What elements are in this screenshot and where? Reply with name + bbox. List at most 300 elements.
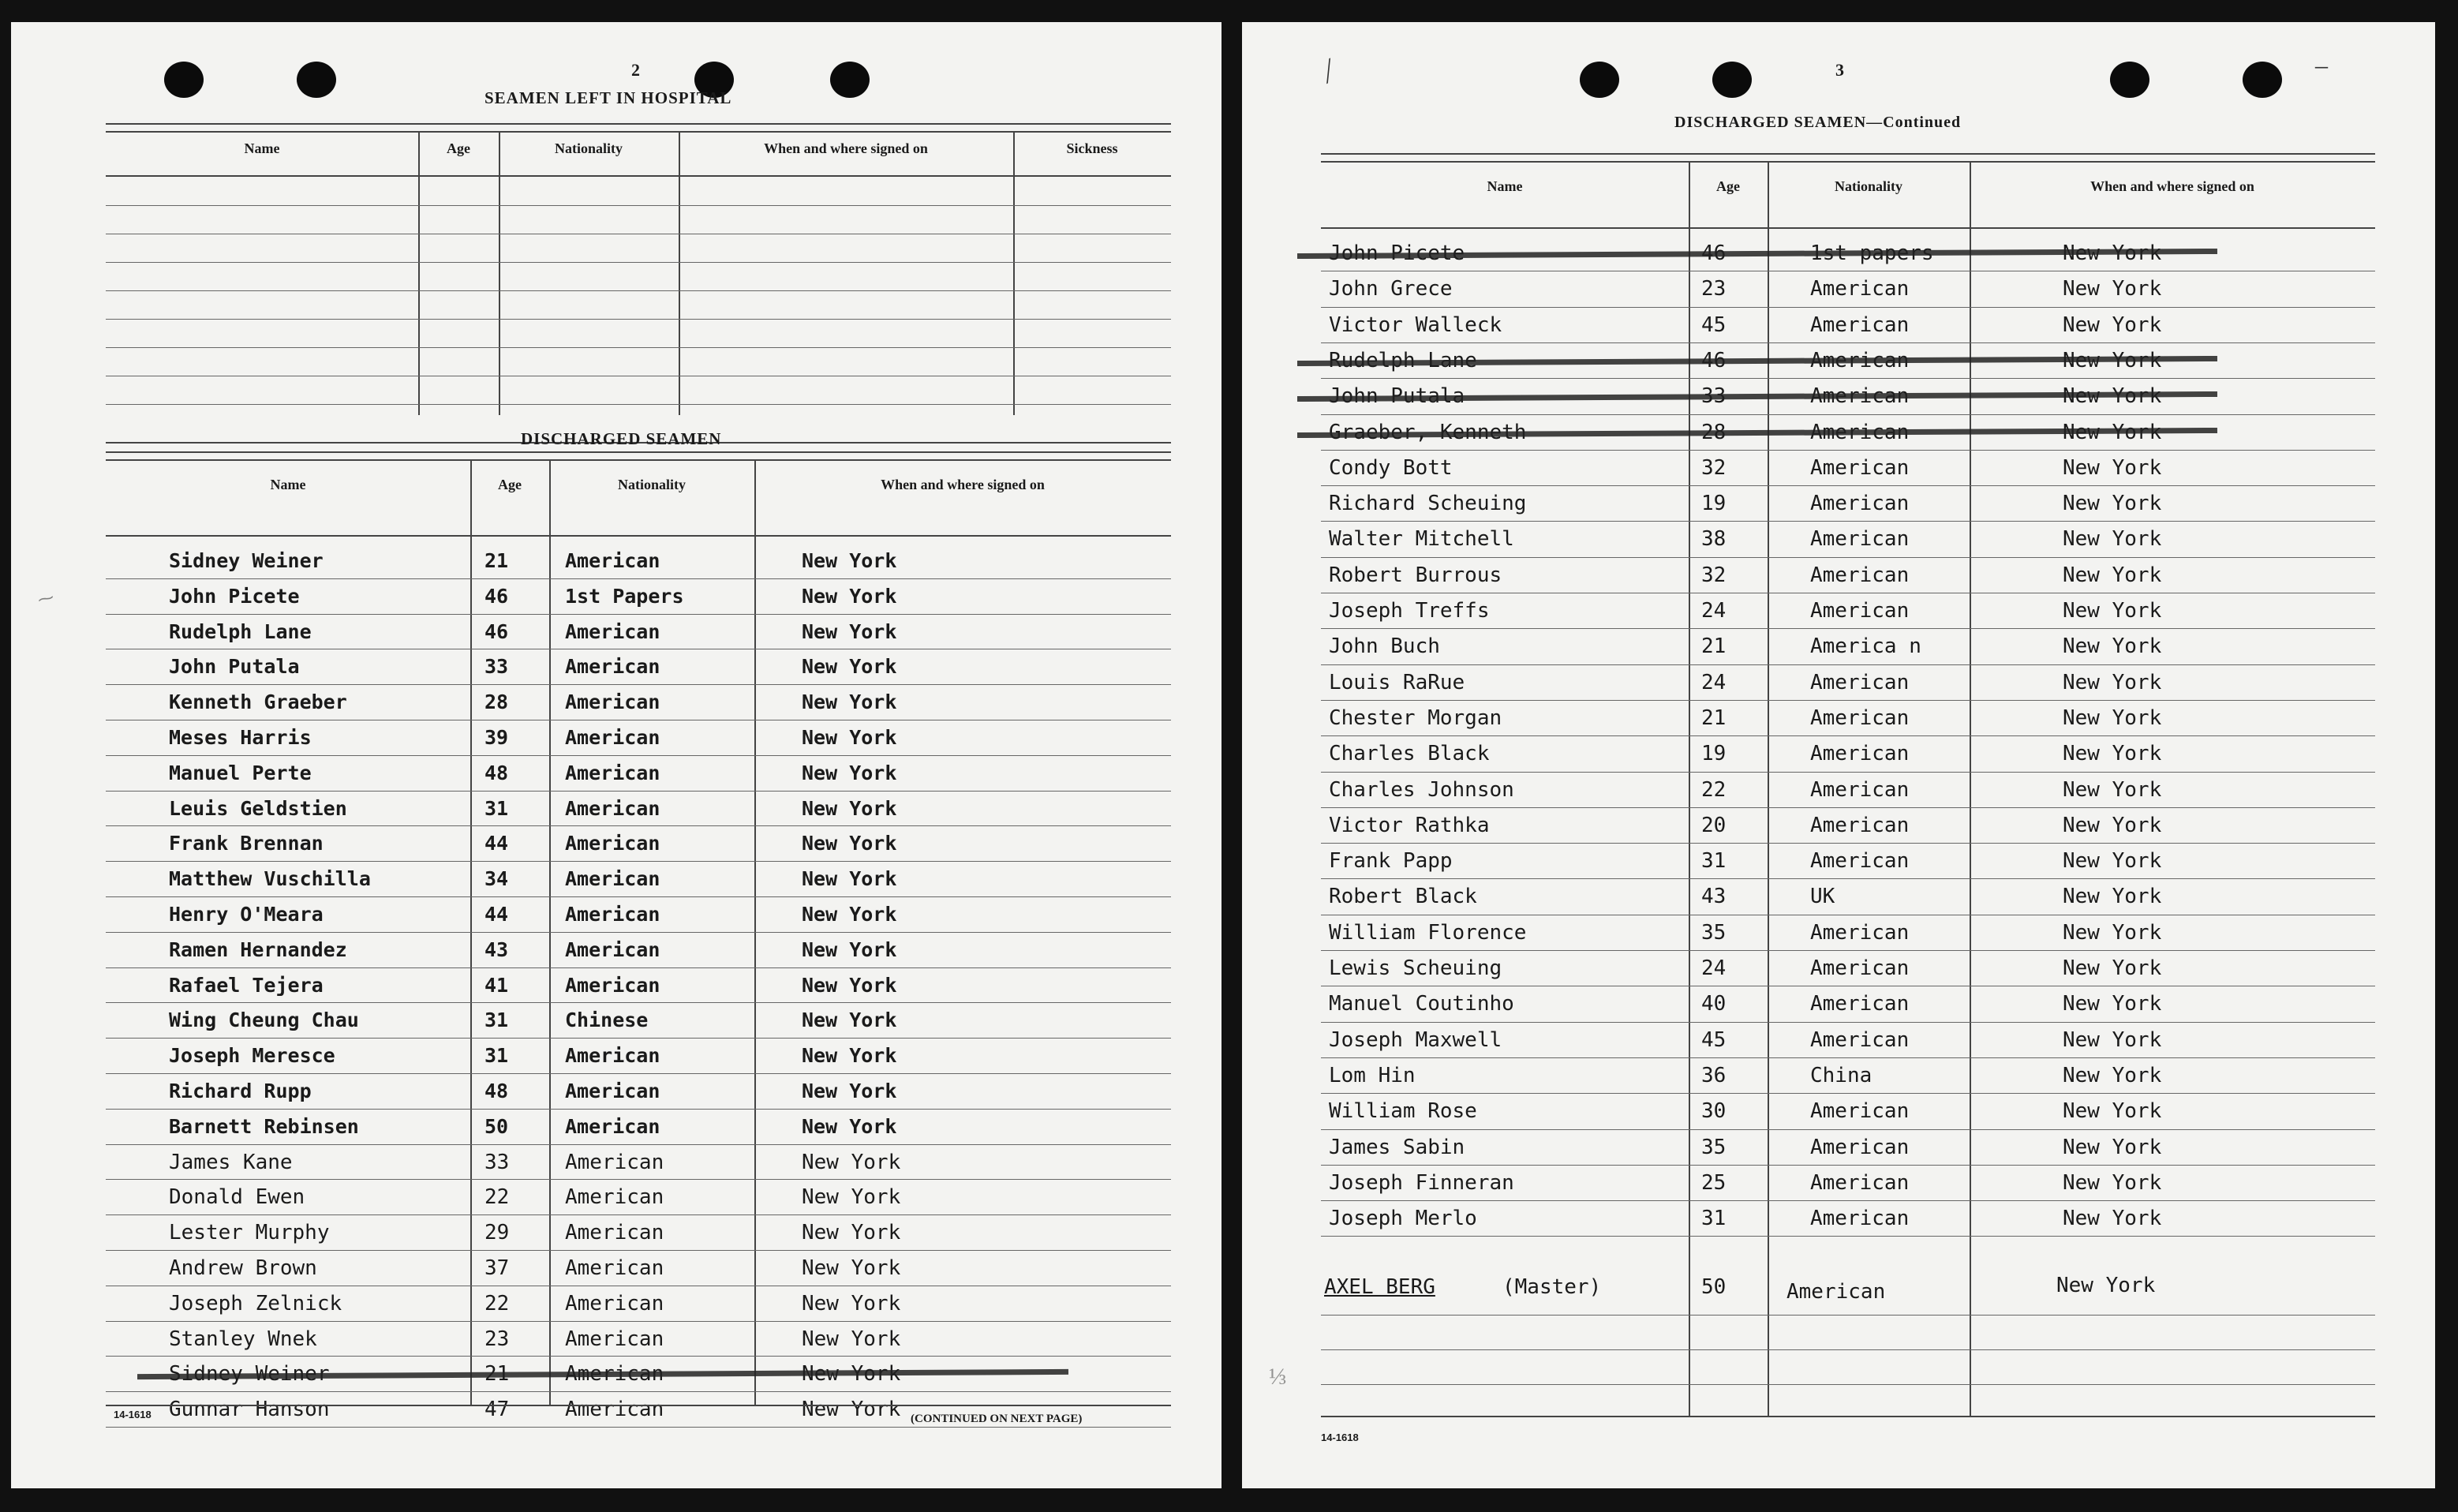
punch-hole bbox=[2243, 62, 2282, 98]
margin-annotation: ⅓ bbox=[1269, 1364, 1287, 1390]
signed-on-place: New York bbox=[802, 761, 897, 784]
row-line bbox=[106, 1250, 1171, 1251]
seaman-age: 40 bbox=[1701, 992, 1727, 1016]
row-line bbox=[1321, 807, 2375, 808]
punch-hole bbox=[1580, 62, 1619, 98]
seaman-name: Joseph Meresce bbox=[169, 1044, 335, 1068]
signed-on-place: New York bbox=[2063, 742, 2162, 766]
seaman-nationality: American bbox=[565, 1398, 664, 1422]
blank-row-line bbox=[1321, 1315, 2375, 1316]
seaman-name: John Buch bbox=[1329, 634, 1440, 659]
seaman-age: 22 bbox=[484, 1185, 510, 1210]
column-divider bbox=[1970, 161, 1971, 1416]
seaman-age: 32 bbox=[1701, 563, 1727, 587]
row-line bbox=[1321, 557, 2375, 558]
signed-on-place: New York bbox=[802, 938, 897, 961]
row-line bbox=[1321, 485, 2375, 486]
row-line bbox=[1321, 450, 2375, 451]
row-line bbox=[1321, 843, 2375, 844]
blank-row-line bbox=[106, 319, 1171, 320]
signed-on-place: New York bbox=[2063, 849, 2162, 874]
signed-on-place: New York bbox=[2063, 920, 2162, 945]
seaman-age: 45 bbox=[1701, 1027, 1727, 1052]
seaman-nationality: American bbox=[1810, 813, 1910, 837]
seaman-nationality: UK bbox=[1810, 885, 1835, 909]
row-line bbox=[106, 755, 1171, 756]
table-rule bbox=[106, 451, 1171, 453]
seaman-nationality: American bbox=[565, 832, 660, 855]
row-line bbox=[1321, 664, 2375, 665]
seaman-age: 34 bbox=[484, 867, 509, 891]
seaman-age: 46 bbox=[484, 584, 509, 608]
table-rule bbox=[1321, 227, 2375, 229]
seaman-age: 20 bbox=[1701, 813, 1727, 837]
seaman-nationality: American bbox=[1810, 313, 1910, 337]
blank-row-line bbox=[106, 205, 1171, 206]
row-line bbox=[106, 967, 1171, 968]
seaman-age: 36 bbox=[1701, 1063, 1727, 1087]
seaman-name: Kenneth Graeber bbox=[169, 691, 347, 714]
seaman-name: Lom Hin bbox=[1329, 1063, 1416, 1087]
seaman-nationality: American bbox=[565, 1114, 660, 1138]
seaman-name: Richard Rupp bbox=[169, 1080, 312, 1102]
seaman-nationality: American bbox=[1810, 849, 1910, 874]
row-line bbox=[1321, 414, 2375, 415]
seaman-nationality: American bbox=[565, 1221, 664, 1245]
seaman-name: William Florence bbox=[1329, 920, 1527, 945]
master-name: AXEL BERG bbox=[1324, 1275, 1435, 1299]
table-rule bbox=[106, 175, 1171, 177]
signed-on-place: New York bbox=[802, 796, 897, 820]
signed-on-place: New York bbox=[2063, 527, 2162, 552]
seaman-nationality: American bbox=[1810, 920, 1910, 945]
pen-mark: ⁄ bbox=[1317, 54, 1340, 88]
page-number: 3 bbox=[1835, 60, 1844, 80]
seaman-nationality: American bbox=[1810, 777, 1910, 802]
hospital-section-title: SEAMEN LEFT IN HOSPITAL bbox=[484, 88, 732, 107]
seaman-age: 33 bbox=[484, 1150, 510, 1174]
left-page bbox=[11, 22, 1222, 1488]
seaman-age: 33 bbox=[484, 655, 509, 679]
table-rule bbox=[106, 535, 1171, 537]
column-divider bbox=[499, 131, 500, 415]
seaman-age: 21 bbox=[484, 549, 509, 572]
column-divider bbox=[418, 131, 420, 415]
seaman-name: Lewis Scheuing bbox=[1329, 956, 1502, 980]
row-line bbox=[106, 932, 1171, 933]
seaman-age: 23 bbox=[484, 1327, 510, 1351]
row-line bbox=[1321, 735, 2375, 736]
column-divider bbox=[679, 131, 680, 415]
page-number: 2 bbox=[631, 60, 640, 80]
blank-row-line bbox=[106, 290, 1171, 291]
row-line bbox=[106, 861, 1171, 862]
seaman-nationality: American bbox=[565, 903, 660, 926]
seaman-name: Leuis Geldstien bbox=[169, 796, 347, 820]
seaman-nationality: American bbox=[565, 938, 660, 961]
table-rule bbox=[106, 123, 1171, 125]
column-divider bbox=[1689, 161, 1690, 1416]
seaman-nationality: American bbox=[1810, 1099, 1910, 1124]
signed-on-place: New York bbox=[802, 1080, 897, 1102]
seaman-nationality: American bbox=[565, 549, 660, 572]
table-rule bbox=[1321, 161, 2375, 163]
signed-on-place: New York bbox=[2063, 313, 2162, 337]
seaman-age: 31 bbox=[1701, 849, 1727, 874]
seaman-name: Manuel Perte bbox=[169, 761, 312, 784]
seaman-name: Walter Mitchell bbox=[1329, 527, 1514, 552]
seaman-age: 44 bbox=[484, 832, 509, 855]
form-number: 14-1618 bbox=[114, 1409, 152, 1420]
signed-on-place: New York bbox=[802, 726, 897, 749]
seaman-name: John Putala bbox=[169, 655, 300, 679]
blank-row-line bbox=[106, 404, 1171, 405]
master-age: 50 bbox=[1701, 1275, 1727, 1299]
seaman-age: 24 bbox=[1701, 956, 1727, 980]
row-line bbox=[106, 1179, 1171, 1180]
seaman-nationality: American bbox=[1810, 455, 1910, 480]
seaman-name: Andrew Brown bbox=[169, 1256, 317, 1280]
seaman-nationality: American bbox=[1810, 705, 1910, 730]
signed-on-place: New York bbox=[802, 549, 897, 572]
seaman-nationality: American bbox=[1810, 527, 1910, 552]
signed-on-place: New York bbox=[802, 1291, 901, 1316]
column-header: Nationality bbox=[554, 140, 623, 156]
column-header: Age bbox=[498, 477, 522, 492]
seaman-name: William Rose bbox=[1329, 1099, 1477, 1124]
seaman-name: Matthew Vuschilla bbox=[169, 867, 371, 891]
form-number: 14-1618 bbox=[1321, 1432, 1359, 1443]
seaman-name: Henry O'Meara bbox=[169, 903, 324, 926]
row-line bbox=[1321, 378, 2375, 379]
signed-on-place: New York bbox=[802, 619, 897, 643]
seaman-nationality: American bbox=[565, 1256, 664, 1280]
seaman-name: Barnett Rebinsen bbox=[169, 1114, 359, 1138]
seaman-age: 50 bbox=[484, 1114, 509, 1138]
seaman-nationality: American bbox=[1810, 1027, 1910, 1052]
seaman-age: 47 bbox=[484, 1398, 510, 1422]
seaman-nationality: American bbox=[565, 1044, 660, 1068]
seaman-name: Lester Murphy bbox=[169, 1221, 330, 1245]
seaman-nationality: American bbox=[565, 796, 660, 820]
seaman-age: 37 bbox=[484, 1256, 510, 1280]
seaman-name: Chester Morgan bbox=[1329, 705, 1502, 730]
row-line bbox=[1321, 1200, 2375, 1201]
seaman-name: Joseph Maxwell bbox=[1329, 1027, 1502, 1052]
blank-row-line bbox=[1321, 1349, 2375, 1350]
seaman-age: 31 bbox=[484, 1009, 509, 1032]
column-header: Age bbox=[1716, 178, 1740, 194]
signed-on-place: New York bbox=[2063, 956, 2162, 980]
table-rule bbox=[1321, 1416, 2375, 1417]
seaman-nationality: American bbox=[565, 691, 660, 714]
row-line bbox=[106, 1144, 1171, 1145]
signed-on-place: New York bbox=[2063, 1135, 2162, 1159]
seaman-nationality: American bbox=[1810, 563, 1910, 587]
row-line bbox=[106, 1214, 1171, 1215]
seaman-name: Manuel Coutinho bbox=[1329, 992, 1514, 1016]
blank-row-line bbox=[1321, 1384, 2375, 1385]
seaman-name: Victor Walleck bbox=[1329, 313, 1502, 337]
seaman-nationality: American bbox=[1810, 277, 1910, 301]
seaman-nationality: America n bbox=[1810, 634, 1921, 659]
seaman-name: Victor Rathka bbox=[1329, 813, 1490, 837]
column-header: Name bbox=[244, 140, 280, 156]
signed-on-place: New York bbox=[2063, 777, 2162, 802]
blank-row-line bbox=[106, 347, 1171, 348]
column-header: Sickness bbox=[1066, 140, 1118, 156]
row-line bbox=[106, 1427, 1171, 1428]
continued-note: (CONTINUED ON NEXT PAGE) bbox=[911, 1413, 1083, 1425]
seaman-nationality: American bbox=[565, 1185, 664, 1210]
signed-on-place: New York bbox=[802, 1185, 901, 1210]
table-rule bbox=[1321, 153, 2375, 155]
row-line bbox=[1321, 1093, 2375, 1094]
seaman-age: 43 bbox=[1701, 885, 1727, 909]
signed-on-place: New York bbox=[2063, 1063, 2162, 1087]
pen-mark: – bbox=[2315, 51, 2328, 79]
seaman-nationality: American bbox=[1810, 670, 1910, 694]
signed-on-place: New York bbox=[802, 1327, 901, 1351]
seaman-age: 35 bbox=[1701, 1135, 1727, 1159]
seaman-name: Joseph Zelnick bbox=[169, 1291, 342, 1316]
seaman-nationality: American bbox=[1810, 956, 1910, 980]
signed-on-place: New York bbox=[2063, 1027, 2162, 1052]
row-line bbox=[106, 1321, 1171, 1322]
seaman-name: Charles Black bbox=[1329, 742, 1490, 766]
seaman-name: Robert Burrous bbox=[1329, 563, 1502, 587]
punch-hole bbox=[164, 62, 204, 98]
seaman-nationality: American bbox=[1810, 1170, 1910, 1195]
seaman-nationality: American bbox=[1810, 1135, 1910, 1159]
seaman-name: Meses Harris bbox=[169, 726, 312, 749]
seaman-age: 48 bbox=[484, 1080, 509, 1102]
seaman-age: 35 bbox=[1701, 920, 1727, 945]
row-line bbox=[106, 791, 1171, 792]
seaman-name: Louis RaRue bbox=[1329, 670, 1465, 694]
row-line bbox=[1321, 700, 2375, 701]
column-header: When and where signed on bbox=[764, 140, 928, 156]
table-rule bbox=[106, 131, 1171, 133]
signed-on-place: New York bbox=[2063, 455, 2162, 480]
seaman-name: James Kane bbox=[169, 1150, 293, 1174]
row-line bbox=[1321, 1165, 2375, 1166]
seaman-name: Sidney Weiner bbox=[169, 549, 324, 572]
seaman-nationality: American bbox=[1810, 492, 1910, 516]
row-line bbox=[1321, 878, 2375, 879]
master-nationality: American bbox=[1786, 1280, 1886, 1304]
row-line bbox=[106, 1038, 1171, 1039]
seaman-name: Wing Cheung Chau bbox=[169, 1009, 359, 1032]
seaman-age: 31 bbox=[1701, 1207, 1727, 1231]
punch-hole bbox=[297, 62, 336, 98]
master-signed-on-place: New York bbox=[2056, 1274, 2156, 1297]
row-line bbox=[106, 1073, 1171, 1074]
seaman-age: 19 bbox=[1701, 492, 1727, 516]
seaman-age: 41 bbox=[484, 973, 509, 997]
signed-on-place: New York bbox=[2063, 670, 2162, 694]
row-line bbox=[1321, 342, 2375, 343]
seaman-age: 23 bbox=[1701, 277, 1727, 301]
seaman-name: Richard Scheuing bbox=[1329, 492, 1527, 516]
seaman-age: 22 bbox=[484, 1291, 510, 1316]
signed-on-place: New York bbox=[802, 903, 897, 926]
row-line bbox=[106, 1002, 1171, 1003]
seaman-nationality: China bbox=[1810, 1063, 1872, 1087]
seaman-age: 21 bbox=[1701, 634, 1727, 659]
seaman-nationality: American bbox=[565, 1080, 660, 1102]
seaman-name: Charles Johnson bbox=[1329, 777, 1514, 802]
seaman-name: Frank Brennan bbox=[169, 832, 324, 855]
seaman-age: 45 bbox=[1701, 313, 1727, 337]
signed-on-place: New York bbox=[2063, 277, 2162, 301]
signed-on-place: New York bbox=[802, 1221, 901, 1245]
signed-on-place: New York bbox=[802, 1009, 897, 1032]
seaman-name: Stanley Wnek bbox=[169, 1327, 317, 1351]
signed-on-place: New York bbox=[802, 1044, 897, 1068]
row-line bbox=[1321, 1057, 2375, 1058]
seaman-age: 38 bbox=[1701, 527, 1727, 552]
seaman-name: Rafael Tejera bbox=[169, 973, 324, 997]
signed-on-place: New York bbox=[2063, 813, 2162, 837]
row-line bbox=[106, 825, 1171, 826]
table-rule bbox=[106, 1405, 1171, 1406]
seaman-age: 22 bbox=[1701, 777, 1727, 802]
seaman-name: James Sabin bbox=[1329, 1135, 1465, 1159]
right-page bbox=[1242, 22, 2435, 1488]
seaman-age: 31 bbox=[484, 796, 509, 820]
seaman-age: 31 bbox=[484, 1044, 509, 1068]
row-line bbox=[1321, 628, 2375, 629]
seaman-nationality: American bbox=[565, 726, 660, 749]
column-header: Name bbox=[1487, 178, 1523, 194]
signed-on-place: New York bbox=[2063, 885, 2162, 909]
margin-annotation: ⁓ bbox=[36, 589, 56, 609]
row-line bbox=[1321, 950, 2375, 951]
seaman-name: Joseph Finneran bbox=[1329, 1170, 1514, 1195]
seaman-nationality: American bbox=[1810, 1207, 1910, 1231]
seaman-age: 19 bbox=[1701, 742, 1727, 766]
signed-on-place: New York bbox=[802, 1398, 901, 1422]
table-rule bbox=[106, 459, 1171, 461]
row-line bbox=[1321, 1022, 2375, 1023]
seaman-nationality: American bbox=[565, 1327, 664, 1351]
seaman-age: 24 bbox=[1701, 670, 1727, 694]
continued-section-title: DISCHARGED SEAMEN—Continued bbox=[1674, 114, 1962, 131]
row-line bbox=[1321, 772, 2375, 773]
seaman-name: Gunnar Hanson bbox=[169, 1398, 330, 1422]
column-header: Name bbox=[270, 477, 306, 492]
seaman-nationality: 1st Papers bbox=[565, 584, 684, 608]
signed-on-place: New York bbox=[802, 867, 897, 891]
master-role: (Master) bbox=[1502, 1275, 1602, 1299]
signed-on-place: New York bbox=[2063, 599, 2162, 623]
seaman-nationality: American bbox=[565, 1291, 664, 1316]
column-header: Age bbox=[447, 140, 470, 156]
seaman-nationality: Chinese bbox=[565, 1009, 649, 1032]
signed-on-place: New York bbox=[802, 832, 897, 855]
seaman-age: 39 bbox=[484, 726, 509, 749]
seaman-age: 48 bbox=[484, 761, 509, 784]
seaman-nationality: American bbox=[565, 867, 660, 891]
seaman-age: 30 bbox=[1701, 1099, 1727, 1124]
row-line bbox=[106, 1356, 1171, 1357]
row-line bbox=[1321, 1129, 2375, 1130]
signed-on-place: New York bbox=[2063, 1207, 2162, 1231]
punch-hole bbox=[830, 62, 870, 98]
blank-row-line bbox=[106, 262, 1171, 263]
row-line bbox=[106, 1109, 1171, 1110]
column-divider bbox=[1768, 161, 1769, 1416]
seaman-nationality: American bbox=[565, 619, 660, 643]
signed-on-place: New York bbox=[802, 584, 897, 608]
seaman-age: 21 bbox=[1701, 705, 1727, 730]
signed-on-place: New York bbox=[802, 691, 897, 714]
punch-hole bbox=[1712, 62, 1752, 98]
seaman-name: Ramen Hernandez bbox=[169, 938, 347, 961]
column-header: Nationality bbox=[617, 477, 686, 492]
punch-hole bbox=[2110, 62, 2149, 98]
seaman-name: Rudelph Lane bbox=[169, 619, 312, 643]
signed-on-place: New York bbox=[802, 973, 897, 997]
seaman-age: 24 bbox=[1701, 599, 1727, 623]
discharged-section-title: DISCHARGED SEAMEN bbox=[521, 429, 722, 448]
column-header: When and where signed on bbox=[881, 477, 1045, 492]
row-line bbox=[106, 896, 1171, 897]
seaman-name: John Picete bbox=[169, 584, 300, 608]
signed-on-place: New York bbox=[802, 1256, 901, 1280]
row-line bbox=[1321, 1236, 2375, 1237]
seaman-age: 29 bbox=[484, 1221, 510, 1245]
seaman-age: 32 bbox=[1701, 455, 1727, 480]
seaman-age: 25 bbox=[1701, 1170, 1727, 1195]
seaman-nationality: American bbox=[565, 655, 660, 679]
seaman-name: Robert Black bbox=[1329, 885, 1477, 909]
signed-on-place: New York bbox=[2063, 705, 2162, 730]
signed-on-place: New York bbox=[2063, 992, 2162, 1016]
seaman-name: John Grece bbox=[1329, 277, 1453, 301]
row-line bbox=[106, 614, 1171, 615]
seaman-nationality: American bbox=[565, 973, 660, 997]
column-header: When and where signed on bbox=[2090, 178, 2254, 194]
seaman-name: Donald Ewen bbox=[169, 1185, 305, 1210]
row-line bbox=[1321, 521, 2375, 522]
column-header: Nationality bbox=[1834, 178, 1902, 194]
seaman-name: Condy Bott bbox=[1329, 455, 1453, 480]
row-line bbox=[106, 1391, 1171, 1392]
signed-on-place: New York bbox=[2063, 1099, 2162, 1124]
seaman-name: Joseph Treffs bbox=[1329, 599, 1490, 623]
signed-on-place: New York bbox=[802, 1114, 897, 1138]
row-line bbox=[1321, 307, 2375, 308]
signed-on-place: New York bbox=[2063, 634, 2162, 659]
signed-on-place: New York bbox=[802, 1150, 901, 1174]
seaman-nationality: American bbox=[565, 761, 660, 784]
signed-on-place: New York bbox=[2063, 563, 2162, 587]
seaman-age: 44 bbox=[484, 903, 509, 926]
signed-on-place: New York bbox=[802, 655, 897, 679]
seaman-nationality: American bbox=[1810, 742, 1910, 766]
signed-on-place: New York bbox=[2063, 1170, 2162, 1195]
seaman-age: 46 bbox=[484, 619, 509, 643]
row-line bbox=[106, 578, 1171, 579]
seaman-nationality: American bbox=[1810, 599, 1910, 623]
signed-on-place: New York bbox=[2063, 492, 2162, 516]
seaman-nationality: American bbox=[1810, 992, 1910, 1016]
seaman-age: 28 bbox=[484, 691, 509, 714]
seaman-name: Frank Papp bbox=[1329, 849, 1453, 874]
seaman-nationality: American bbox=[565, 1150, 664, 1174]
